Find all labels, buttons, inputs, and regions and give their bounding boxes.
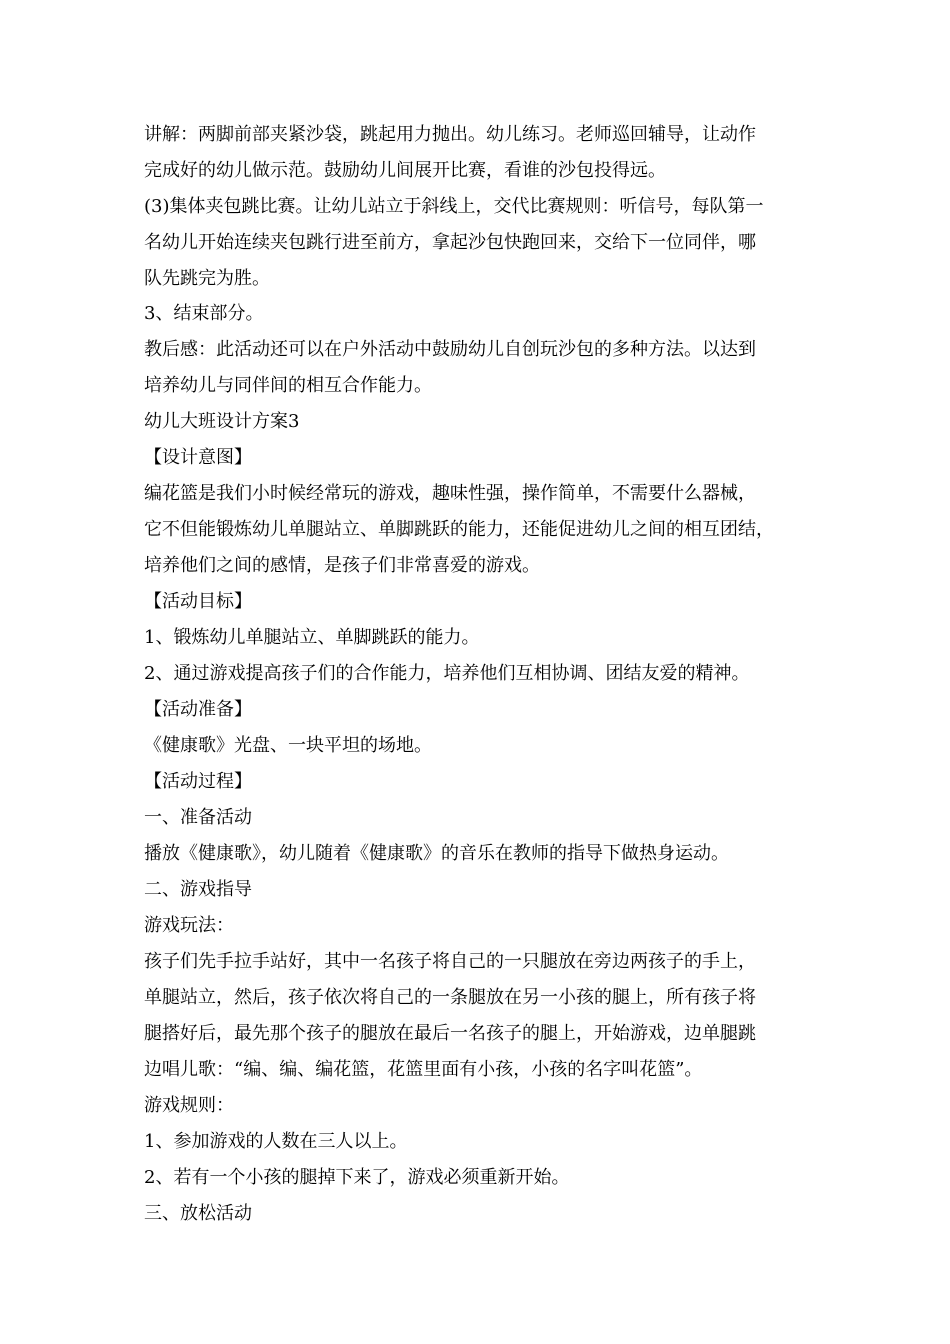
paragraph-line: (3)集体夹包跳比赛。让幼儿站立于斜线上，交代比赛规则：听信号，每队第一 [144, 196, 764, 217]
paragraph-line: 单腿站立，然后，孩子依次将自己的一条腿放在另一小孩的腿上，所有孩子将 [144, 987, 756, 1008]
section-heading: 【设计意图】 [144, 447, 252, 468]
list-item: 2、通过游戏提高孩子们的合作能力，培养他们互相协调、团结友爱的精神。 [144, 663, 750, 684]
subsection-heading: 三、放松活动 [144, 1203, 252, 1224]
paragraph-line: 编花篮是我们小时候经常玩的游戏，趣味性强，操作简单，不需要什么器械， [144, 483, 756, 504]
paragraph-line: 腿搭好后，最先那个孩子的腿放在最后一名孩子的腿上，开始游戏，边单腿跳 [144, 1023, 756, 1044]
document-title: 幼儿大班设计方案3 [144, 411, 300, 432]
subsection-heading: 一、准备活动 [144, 807, 252, 828]
paragraph-line: 孩子们先手拉手站好，其中一名孩子将自己的一只腿放在旁边两孩子的手上， [144, 951, 756, 972]
paragraph-line: 讲解：两脚前部夹紧沙袋，跳起用力抛出。幼儿练习。老师巡回辅导，让动作 [144, 124, 756, 145]
paragraph-line: 游戏玩法： [144, 915, 234, 936]
paragraph-line: 游戏规则： [144, 1095, 234, 1116]
section-heading: 【活动准备】 [144, 699, 252, 720]
paragraph-line: 完成好的幼儿做示范。鼓励幼儿间展开比赛，看谁的沙包投得远。 [144, 160, 666, 181]
section-heading: 【活动过程】 [144, 771, 252, 792]
paragraph-line: 边唱儿歌：“编、编、编花篮，花篮里面有小孩，小孩的名字叫花篮”。 [144, 1059, 703, 1080]
list-item: 1、锻炼幼儿单腿站立、单脚跳跃的能力。 [144, 627, 480, 648]
paragraph-line: 培养幼儿与同伴间的相互合作能力。 [144, 375, 432, 396]
list-item: 1、参加游戏的人数在三人以上。 [144, 1131, 408, 1152]
paragraph-line: 教后感：此活动还可以在户外活动中鼓励幼儿自创玩沙包的多种方法。以达到 [144, 339, 756, 360]
paragraph-line: 它不但能锻炼幼儿单腿站立、单脚跳跃的能力，还能促进幼儿之间的相互团结， [144, 519, 774, 540]
paragraph-line: 培养他们之间的感情，是孩子们非常喜爱的游戏。 [144, 555, 540, 576]
paragraph-line: 播放《健康歌》，幼儿随着《健康歌》的音乐在教师的指导下做热身运动。 [144, 843, 729, 864]
list-item: 2、若有一个小孩的腿掉下来了，游戏必须重新开始。 [144, 1167, 570, 1188]
paragraph-line: 名幼儿开始连续夹包跳行进至前方，拿起沙包快跑回来，交给下一位同伴，哪 [144, 232, 756, 253]
subsection-heading: 二、游戏指导 [144, 879, 252, 900]
section-heading: 【活动目标】 [144, 591, 252, 612]
paragraph-line: 队先跳完为胜。 [144, 268, 270, 289]
section-heading: 3、结束部分。 [144, 303, 264, 324]
paragraph-line: 《健康歌》光盘、一块平坦的场地。 [144, 735, 432, 756]
